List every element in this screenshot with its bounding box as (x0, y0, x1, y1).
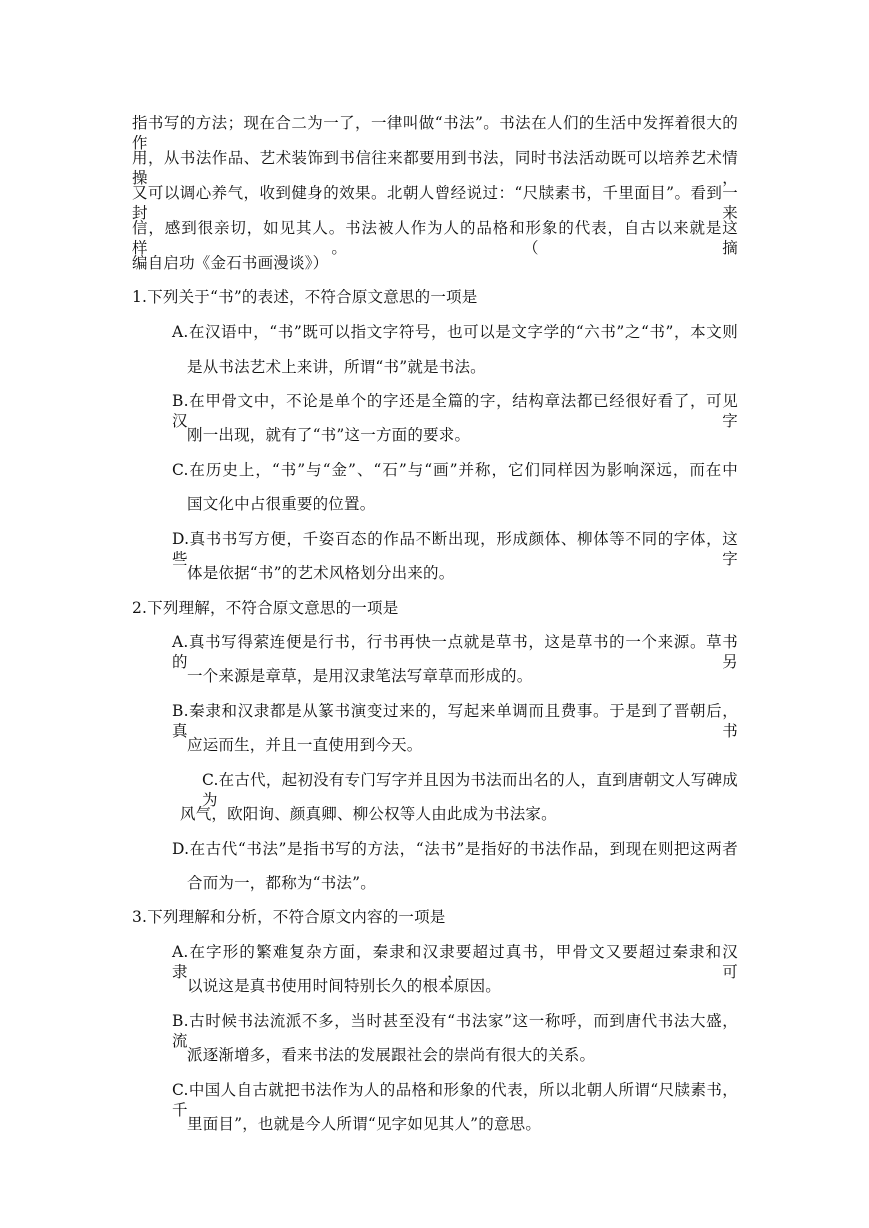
option-c-continuation: 里面目”，也就是今人所谓“见字如见其人”的意思。 (187, 1115, 542, 1133)
passage-line: 指书写的方法；现在合二为一了，一律叫做“书法”。书法在人们的生活中发挥着很大的作 (132, 114, 738, 152)
option-b-continuation: 应运而生，并且一直使用到今天。 (187, 736, 423, 754)
passage-line: 用，从书法作品、艺术装饰到书信往来都要用到书法，同时书法活动既可以培养艺术情操， (132, 149, 738, 187)
option-b: B.在甲骨文中，不论是单个的字还是全篇的字，结构章法都已经很好看了，可见汉字 (172, 392, 738, 430)
option-b: B.古时候书法流派不多，当时甚至没有“书法家”这一称呼，而到唐代书法大盛，流 (172, 1012, 738, 1050)
option-a-continuation: 是从书法艺术上来讲，所谓“书”就是书法。 (187, 358, 486, 376)
option-d: D.在古代“书法”是指书写的方法，“法书”是指好的书法作品，到现在则把这两者 (172, 840, 738, 858)
option-b: B.秦隶和汉隶都是从篆书演变过来的，写起来单调而且费事。于是到了晋朝后，真书 (172, 702, 738, 740)
question-stem: 3.下列理解和分析，不符合原文内容的一项是 (132, 908, 446, 926)
passage-line: 信，感到很亲切，如见其人。书法被人作为人的品格和形象的代表，自古以来就是这样。（摘 (132, 219, 738, 257)
option-a-continuation: 以说这是真书使用时间特别长久的根本原因。 (187, 977, 502, 995)
option-a: A.在字形的繁难复杂方面，秦隶和汉隶要超过真书，甲骨文又要超过秦隶和汉隶，可 (172, 943, 738, 981)
passage-line: 又可以调心养气，收到健身的效果。北朝人曾经说过：“尺牍素书，千里面目”。看到一封来 (132, 184, 738, 222)
option-a: A.在汉语中，“书”既可以指文字符号，也可以是文字学的“六书”之“书”，本文则 (172, 323, 738, 341)
question-stem: 1.下列关于“书”的表述，不符合原文意思的一项是 (132, 288, 478, 306)
option-c: C.在历史上，“书”与“金”、“石”与“画”并称，它们同样因为影响深远，而在中 (172, 461, 738, 479)
option-d: D.真书书写方便，千姿百态的作品不断出现，形成颜体、柳体等不同的字体，这些字 (172, 530, 738, 568)
option-c: C.中国人自古就把书法作为人的品格和形象的代表，所以北朝人所谓“尺牍素书，千 (172, 1081, 738, 1119)
option-c-continuation: 风气，欧阳询、颜真卿、柳公权等人由此成为书法家。 (180, 805, 557, 823)
option-a-continuation: 一个来源是章草，是用汉隶笔法写章草而形成的。 (187, 667, 533, 685)
option-b-continuation: 刚一出现，就有了“书”这一方面的要求。 (187, 426, 471, 444)
option-d-continuation: 体是依据“书”的艺术风格划分出来的。 (187, 564, 455, 582)
question-stem: 2.下列理解，不符合原文意思的一项是 (132, 599, 399, 617)
option-a: A.真书写得萦连便是行书，行书再快一点就是草书，这是草书的一个来源。草书的另 (172, 633, 738, 671)
option-c-continuation: 国文化中占很重要的位置。 (187, 495, 376, 513)
passage-line: 编自启功《金石书画漫谈》） (132, 254, 329, 272)
option-c: C.在古代，起初没有专门写字并且因为书法而出名的人，直到唐朝文人写碑成为 (202, 771, 738, 809)
option-b-continuation: 派逐渐增多，看来书法的发展跟社会的崇尚有很大的关系。 (187, 1046, 596, 1064)
option-d-continuation: 合而为一，都称为“书法”。 (187, 874, 376, 892)
